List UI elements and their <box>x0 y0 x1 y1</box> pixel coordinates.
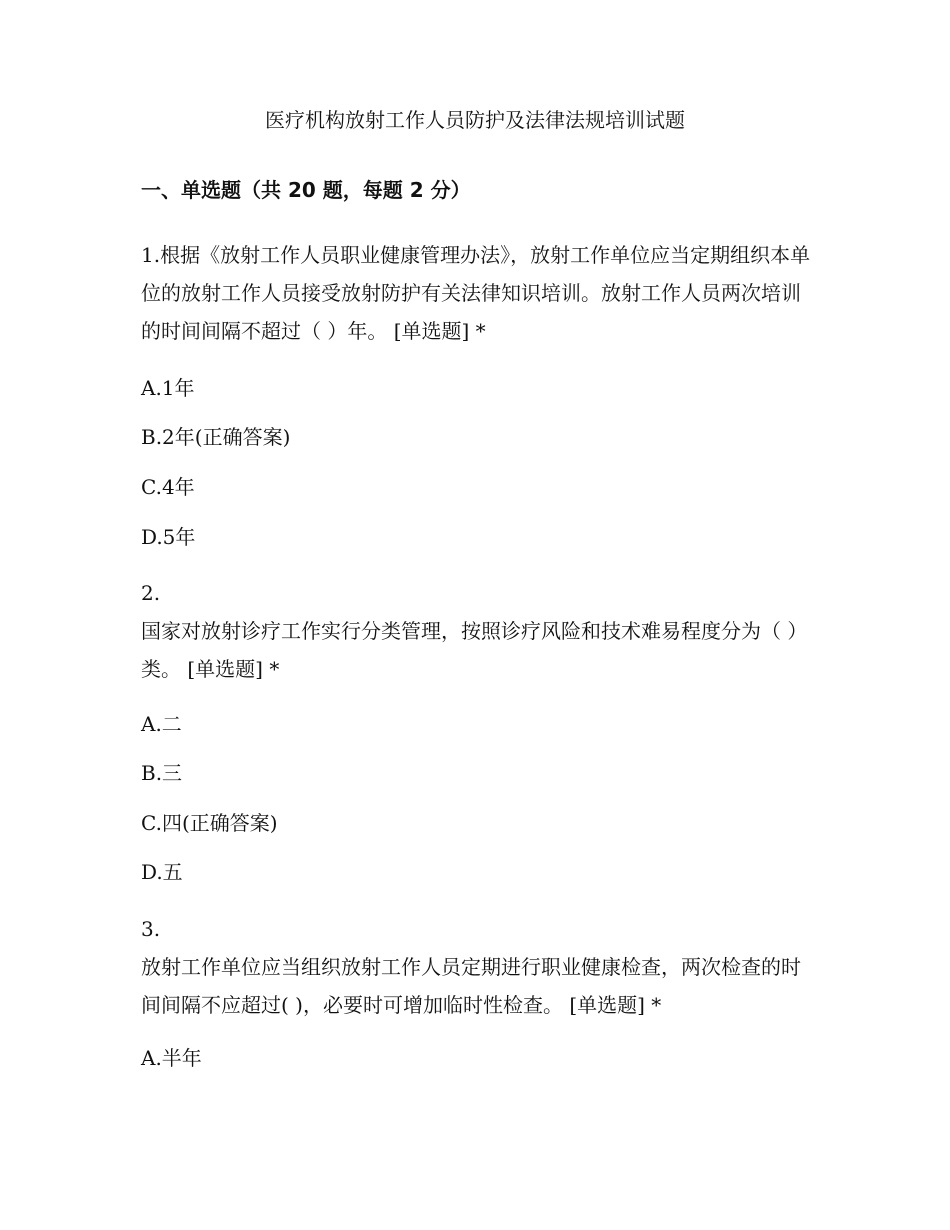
question-1 <box>141 236 816 350</box>
question-2-text: 国家对放射诊疗工作实行分类管理，按照诊疗风险和技术难易程度分为（ ）类。 [单选题] * <box>141 619 808 681</box>
question-3 <box>141 910 816 1024</box>
question-2 <box>141 574 816 688</box>
question-2-number: 2. <box>141 581 161 605</box>
question-1-text: 1.根据《放射工作人员职业健康管理办法》，放射工作单位应当定期组织本单位的放射工作人员接受放射防护有关法律知识培训。放射工作人员两次培训的时间间隔不超过（ ）年。 [单选题] * <box>141 243 811 343</box>
section-heading: 一、单选题（共 20 题，每题 2 分） <box>141 178 471 202</box>
document-title: 医疗机构放射工作人员防护及法律法规培训试题 <box>265 108 685 132</box>
question-1-option-d: D.5年 <box>141 525 196 549</box>
question-3-number: 3. <box>141 917 161 941</box>
question-1-option-c: C.4年 <box>141 475 195 499</box>
question-1-option-b: B.2年(正确答案) <box>141 425 291 449</box>
question-2-option-c: C.四(正确答案) <box>141 811 278 835</box>
question-3-text: 放射工作单位应当组织放射工作人员定期进行职业健康检查，两次检查的时间间隔不应超过( )，必要时可增加临时性检查。 [单选题] * <box>141 955 801 1017</box>
question-2-option-a: A.二 <box>141 712 182 736</box>
question-3-option-a: A.半年 <box>141 1046 202 1070</box>
question-2-option-b: B.三 <box>141 761 183 785</box>
question-1-option-a: A.1年 <box>141 376 195 400</box>
question-2-option-d: D.五 <box>141 860 183 884</box>
